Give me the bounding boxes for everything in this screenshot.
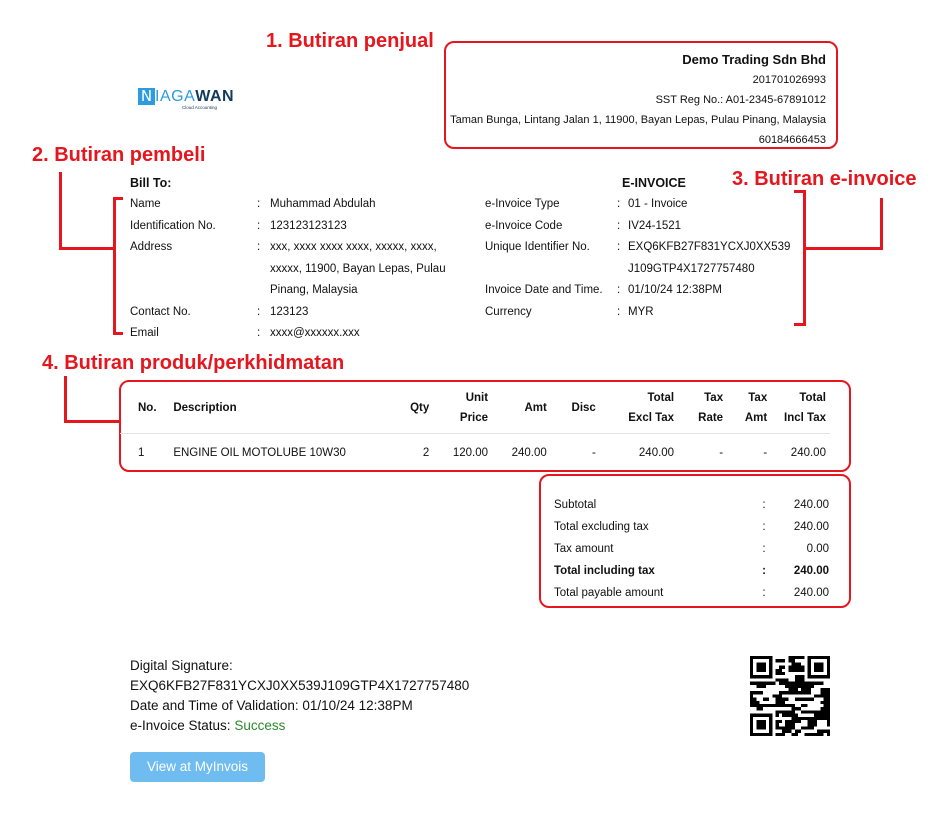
row-tax-rate: - bbox=[719, 447, 724, 459]
buyer-bracket bbox=[113, 197, 116, 335]
status-value: Success bbox=[234, 718, 286, 733]
row-qty: 2 bbox=[422, 447, 430, 459]
status-line: e-Invoice Status: Success bbox=[130, 718, 286, 733]
niagawan-logo bbox=[138, 88, 238, 114]
buyer-email: xxxx@xxxxxx.xxx bbox=[270, 327, 360, 339]
buyer-bracket-top bbox=[113, 197, 123, 200]
signature-label: Digital Signature: bbox=[130, 658, 233, 673]
header-description: Description bbox=[173, 401, 237, 414]
products-connector-vertical bbox=[64, 376, 67, 422]
einvoice-code: IV24-1521 bbox=[628, 219, 682, 232]
buyer-connector-vertical bbox=[59, 172, 62, 250]
einvoice-date: 01/10/24 12:38PM bbox=[628, 284, 722, 296]
einvoice-type: 01 - Invoice bbox=[628, 198, 688, 210]
tax-amount-label: Tax amount bbox=[554, 543, 614, 555]
buyer-connector-horizontal bbox=[59, 247, 114, 250]
buyer-contact: 123123 bbox=[270, 305, 309, 318]
einvoice-date-label: Invoice Date and Time. bbox=[485, 284, 603, 296]
header-total-excl: Total Excl Tax bbox=[628, 391, 675, 424]
seller-details bbox=[450, 50, 826, 150]
products-connector-horizontal bbox=[64, 420, 120, 423]
einvoice-connector-vertical bbox=[880, 198, 883, 250]
qr-code bbox=[750, 656, 830, 736]
signature-block bbox=[130, 656, 469, 736]
total-excl-value: 240.00 bbox=[793, 521, 829, 533]
subtotal-value: 240.00 bbox=[793, 499, 829, 511]
signature-value: EXQ6KFB27F831YCXJ0XX539J109GTP4X1727757480 bbox=[130, 678, 470, 693]
total-excl-label: Total excluding tax bbox=[554, 521, 649, 533]
validation-line: Date and Time of Validation: 01/10/24 12:38PM bbox=[130, 698, 413, 713]
total-payable-label: Total payable amount bbox=[554, 587, 664, 599]
seller-phone: 60184666453 bbox=[758, 134, 826, 146]
header-amt: Amt bbox=[524, 401, 547, 414]
seller-sst: SST Reg No.: A01-2345-67891012 bbox=[655, 94, 826, 106]
einvoice-currency: MYR bbox=[628, 305, 654, 318]
logo-initial: N bbox=[138, 88, 155, 105]
buyer-details: Bill To: Name : Muhammad Abdulah Identification No. : 123123123123 Address : xxx, xxxx xxxx xxxx, xxxxx, xxxx, xxxxx, 11900, Bayan Lepas, Pulau Pinang, Malaysia Contact No. : 123123 Email : xxxx@xxxxxx.xxx bbox=[130, 172, 470, 345]
row-unit-price: 120.00 bbox=[452, 447, 489, 459]
row-no: 1 bbox=[138, 447, 145, 459]
row-amt: 240.00 bbox=[511, 447, 547, 459]
annotation-buyer: 2. Butiran pembeli bbox=[32, 144, 206, 166]
header-total-incl: Total Incl Tax bbox=[784, 391, 826, 424]
einvoice-uid: EXQ6KFB27F831YCXJ0XX539 J109GTP4X1727757480 bbox=[628, 241, 791, 275]
subtotal-label: Subtotal bbox=[554, 499, 597, 511]
buyer-email-label: Email bbox=[130, 327, 159, 339]
bill-to-heading: Bill To: bbox=[130, 176, 172, 190]
row-disc: - bbox=[591, 447, 596, 459]
einvoice-code-label: e-Invoice Code bbox=[485, 219, 563, 232]
buyer-id: 123123123123 bbox=[270, 219, 347, 232]
buyer-contact-label: Contact No. bbox=[130, 305, 191, 318]
header-disc: Disc bbox=[571, 401, 596, 414]
buyer-name-label: Name bbox=[130, 198, 161, 210]
annotation-seller: 1. Butiran penjual bbox=[266, 30, 434, 52]
einvoice-heading: E-INVOICE bbox=[622, 176, 686, 190]
seller-reg-no: 201701026993 bbox=[752, 74, 826, 86]
buyer-name: Muhammad Abdulah bbox=[270, 198, 376, 210]
einvoice-details: E-INVOICE e-Invoice Type : 01 - Invoice e-Invoice Code : IV24-1521 Unique Identifier No. : EXQ6KFB27F831YCXJ0XX539 J109GTP4X1727757480 Invoice Date and Time. : 01/10/24 12:38PM Currency : MYR bbox=[485, 172, 805, 323]
annotation-einvoice: 3. Butiran e-invoice bbox=[732, 168, 917, 190]
buyer-id-label: Identification No. bbox=[130, 219, 216, 232]
row-total-incl: 240.00 bbox=[790, 447, 826, 459]
seller-name: Demo Trading Sdn Bhd bbox=[682, 52, 826, 67]
header-unit-price: Unit Price bbox=[459, 391, 489, 424]
header-no: No. bbox=[138, 401, 157, 414]
annotation-products: 4. Butiran produk/perkhidmatan bbox=[42, 352, 345, 374]
row-description: ENGINE OIL MOTOLUBE 10W30 bbox=[173, 447, 346, 459]
header-tax-rate: Tax Rate bbox=[698, 391, 724, 424]
totals-summary: Subtotal : 240.00 Total excluding tax : 240.00 Tax amount : 0.00 Total including tax : 240.00 Total payable amount : 240.00 bbox=[554, 499, 829, 599]
einvoice-connector-horizontal bbox=[803, 247, 883, 250]
row-total-excl: 240.00 bbox=[638, 447, 675, 459]
logo-tagline: Cloud Accounting bbox=[182, 105, 218, 110]
table-row bbox=[120, 434, 830, 472]
header-tax-amt: Tax Amt bbox=[744, 391, 768, 424]
total-incl-label: Total including tax bbox=[554, 565, 655, 577]
einvoice-type-label: e-Invoice Type bbox=[485, 198, 560, 210]
einvoice-currency-label: Currency bbox=[485, 305, 532, 318]
buyer-bracket-bottom bbox=[113, 332, 123, 335]
einvoice-uid-label: Unique Identifier No. bbox=[485, 241, 590, 253]
validation-datetime: 01/10/24 12:38PM bbox=[302, 698, 413, 713]
product-table bbox=[120, 382, 830, 472]
total-payable-value: 240.00 bbox=[793, 587, 829, 599]
einvoice-bracket-bottom bbox=[794, 323, 804, 326]
view-at-myinvois-button[interactable]: View at MyInvois bbox=[130, 752, 265, 782]
product-table-header bbox=[120, 382, 830, 434]
row-tax-amt: - bbox=[763, 447, 768, 459]
buyer-address-label: Address bbox=[130, 241, 173, 253]
tax-amount-value: 0.00 bbox=[806, 543, 829, 555]
buyer-address: xxx, xxxx xxxx xxxx, xxxxx, xxxx, xxxxx, 11900, Bayan Lepas, Pulau Pinang, Malaysia bbox=[270, 241, 446, 296]
logo-wordmark: IAGAWAN bbox=[155, 88, 235, 105]
seller-address: Taman Bunga, Lintang Jalan 1, 11900, Bayan Lepas, Pulau Pinang, Malaysia bbox=[450, 114, 826, 126]
header-qty: Qty bbox=[410, 401, 430, 414]
total-incl-value: 240.00 bbox=[793, 565, 829, 577]
